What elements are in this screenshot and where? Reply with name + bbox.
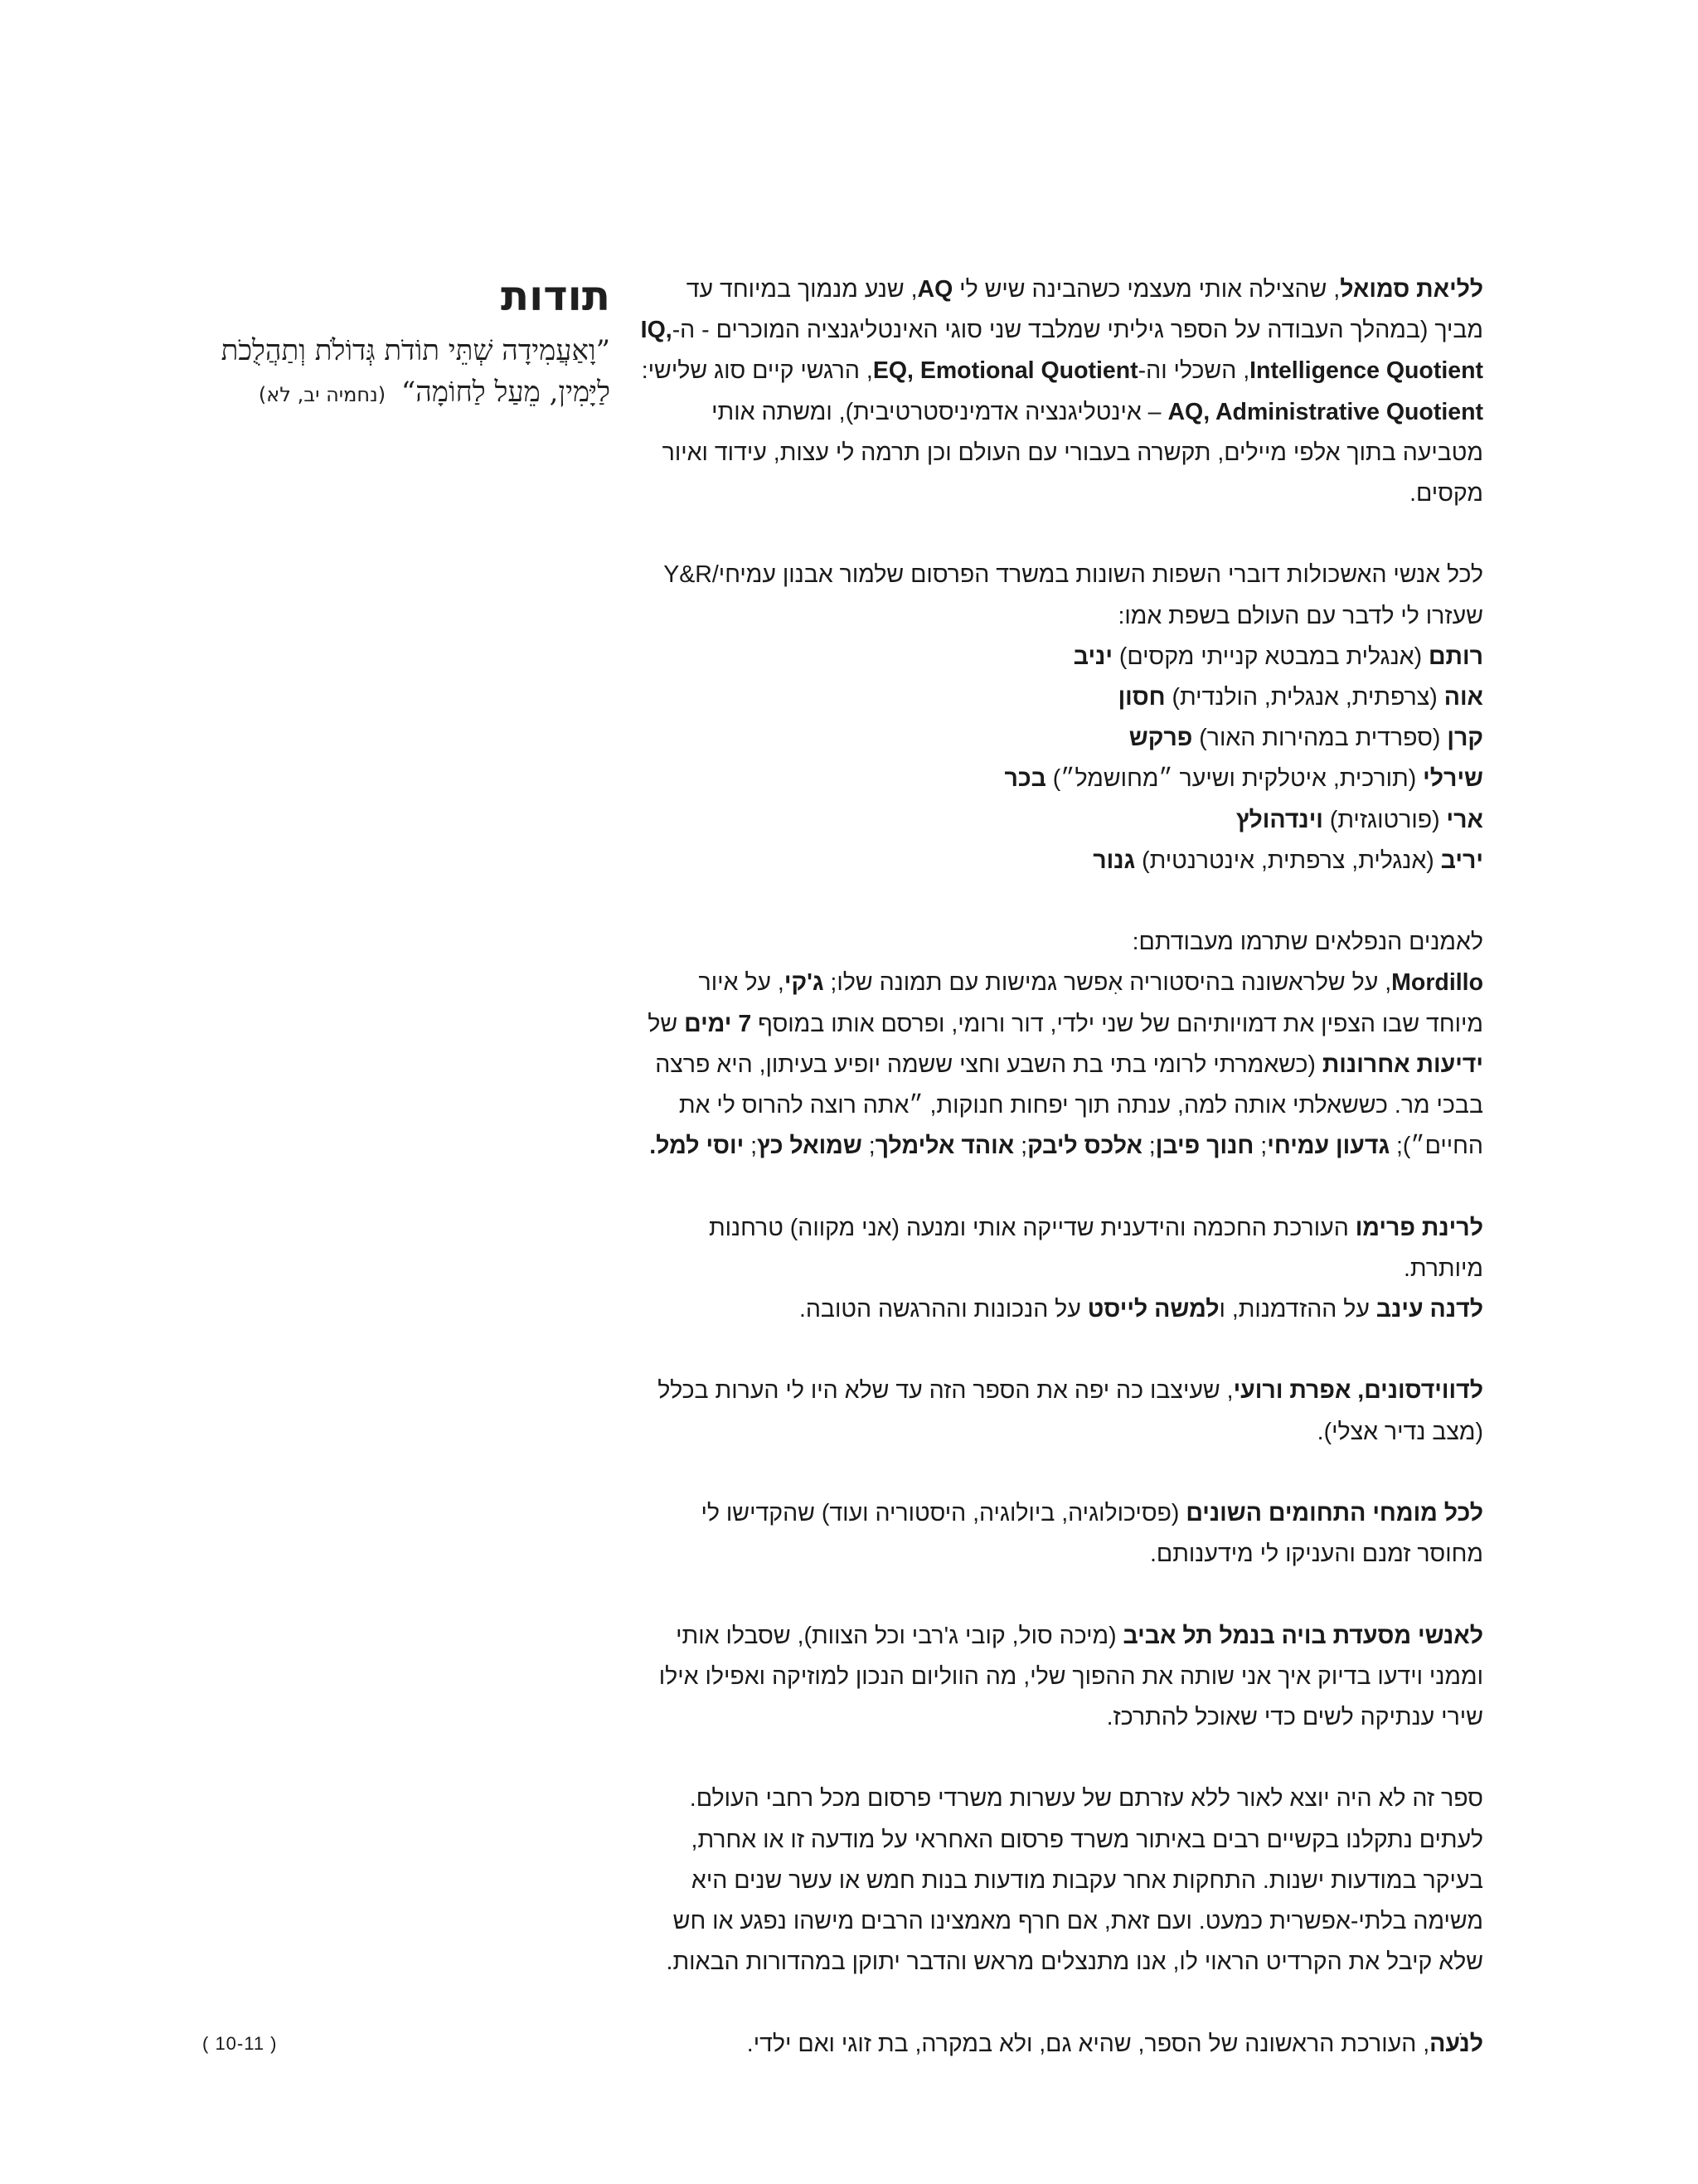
text: (כשאמרתי לרומי בתי בת השבע וחצי ששמה יופיע בעיתון, היא פרצה בבכי מר. כששאלתי אותה למה, ענתה תוך יפחות חנוקות, ״אתה רוצה להרוס לי את החיים״); <box>655 1051 1483 1160</box>
artist-name: יוסי למל <box>656 1133 745 1160</box>
artist-name: שמואל כץ <box>757 1133 862 1160</box>
paragraph-editors <box>638 1208 1483 1331</box>
first-name: יריב <box>1440 847 1483 874</box>
translators-intro: לכל אנשי האשכולות דוברי השפות השונות במשרד הפרסום שלמור אבנון עמיחי/Y&R שעזרו לי לדבר עם העולם בשפת אמו: <box>663 561 1483 629</box>
text: , השכלי וה- <box>1138 357 1250 385</box>
text: (מיכה סול, קובי ג'רבי וכל הצוות), שסבלו אותי וממני וידעו בדיוק איך אני שותה את ההפוך שלי, מה הווליום הנכון למוזיקה ואפילו אילו שירי ענתיקה לשים כדי שאוכל להתרכז. <box>658 1622 1483 1731</box>
paragraph-translators <box>638 555 1483 881</box>
separator: ; <box>1014 1133 1028 1160</box>
name-jackie: ג'קי <box>784 969 824 997</box>
text: , שנע מנמוך במיוחד עד מביך (במהלך העבודה על הספר גיליתי שמלבד שני סוגי האינטליגנציה המוכרים - ה- <box>672 276 1483 344</box>
separator: ; <box>744 1133 758 1160</box>
translator-row <box>638 637 1483 677</box>
languages: (תורכית, איטלקית ושיער ״מחושמל״) <box>1045 765 1424 793</box>
first-name: ארי <box>1446 806 1483 833</box>
name-designers: לדווידסונים, אפרת ורועי <box>1233 1377 1483 1405</box>
text: , שהצילה אותי מעצמי כשהבינה שיש לי <box>953 276 1341 303</box>
artists-intro: לאמנים הנפלאים שתרמו מעבודתם: <box>1132 929 1483 956</box>
last-name: וינדהולץ <box>1235 806 1323 833</box>
name-experts: לכל מומחי התחומים השונים <box>1186 1500 1483 1527</box>
artist-name: גדעון עמיחי <box>1267 1133 1390 1160</box>
text: – אינטליגנציה אדמיניסטרטיבית), ומשתה אותי מטביעה בתוך אלפי מיילים, תקשרה בעבורי עם העולם וכן תרמה לי עצות, עידוד ואיור מקסים. <box>662 398 1483 507</box>
text: , על שלראשונה בהיסטוריה אִפשר גמישות עם תמונה שלו; <box>823 969 1392 997</box>
paragraph-designers <box>638 1371 1483 1452</box>
newspaper-name: ידיעות אחרונות <box>1322 1051 1483 1078</box>
paragraph-agencies: ספר זה לא היה יוצא לאור ללא עזרתם של עשרות משרדי פרסום מכל רחבי העולם. לעתים נתקלנו בקשיים רבים באיתור משרד פרסום האחראי על מודעה זו או אחרת, בעיקר במודעות ישנות. התחקות אחר עקבות מודעות בנות חמש או עשר שנים היא משימה בלתי-אפשרית כמעט. ועם זאת, אם חרף מאמצינו הרבים מישהו נפגע או חש שלא קיבל את הקרדיט הראוי לו, אנו מתנצלים מראש והדבר יתוקן במהדורות הבאות. <box>666 1785 1483 1976</box>
artist-name: אוהד אלימלך <box>875 1133 1015 1160</box>
publisher-line <box>638 1289 1483 1330</box>
first-name: רותם <box>1428 643 1483 670</box>
paragraph-artists <box>638 922 1483 1167</box>
translator-row <box>638 800 1483 841</box>
name-dana: לדנה עינב <box>1375 1296 1483 1323</box>
text: , שעיצבו כה יפה את הספר הזה עד שלא היו לי הערות בכלל (מצב נדיר אצלי). <box>657 1377 1483 1445</box>
paragraph-experts <box>638 1493 1483 1575</box>
languages: (פורטוגזית) <box>1322 806 1447 833</box>
languages: (אנגלית, צרפתית, אינטרנטית) <box>1135 847 1441 874</box>
epigraph-verse: ”וָאַעֲמִידָה שְׁתֵּי תוֹדֹת גְּדוֹלֹת וְתַהֲלֻכֹת לַיָּמִין, מֵעַל לַחוֹמָה“ <box>221 334 610 409</box>
text: העורכת החכמה והידענית שדייקה אותי ומנעה (אני מקווה) טרחנות מיותרת. <box>708 1214 1483 1282</box>
text: (פסיכולוגיה, ביולוגיה, היסטוריה ועוד) שהקדישו לי מחוסר זמנם והעניקו לי מידענותם. <box>701 1500 1483 1568</box>
first-name: קרן <box>1447 725 1483 752</box>
separator: ; <box>1142 1133 1156 1160</box>
page-title: תודות <box>500 272 610 320</box>
translator-row <box>638 759 1483 799</box>
text: , הרגשי קיים סוג שלישי: <box>641 357 873 385</box>
last-name: בכר <box>1004 765 1046 793</box>
artist-name: חנוך פיבן <box>1155 1133 1254 1160</box>
languages: (ספרדית במהירות האור) <box>1192 725 1448 752</box>
acknowledgements-header <box>179 267 610 415</box>
acknowledgements-body <box>638 269 1483 2065</box>
first-name: אוה <box>1443 684 1483 711</box>
separator: ; <box>861 1133 876 1160</box>
name-noa: לנֹעה <box>1429 2030 1483 2057</box>
separator: ; <box>1254 1133 1268 1160</box>
text: על הנכונות וההרגשה הטובה. <box>798 1296 1088 1323</box>
translator-row <box>638 718 1483 759</box>
term-eq: EQ, Emotional Quotient <box>872 357 1138 385</box>
first-name: שירלי <box>1423 765 1483 793</box>
name-moshe: למשה לייסט <box>1087 1296 1220 1323</box>
term-aq-full: AQ, Administrative Quotient <box>1167 398 1483 425</box>
name-rina: לרינת פרימו <box>1355 1214 1483 1241</box>
supplement-name: 7 ימים <box>684 1010 752 1037</box>
epigraph <box>179 330 610 415</box>
name-restaurant: לאנשי מסעדת בויה בנמל תל אביב <box>1123 1622 1483 1649</box>
name-mordillo: Mordillo <box>1391 969 1483 997</box>
languages: (אנגלית במבטא קנייתי מקסים) <box>1112 643 1429 670</box>
translator-row <box>638 677 1483 718</box>
last-name: פרקש <box>1128 725 1193 752</box>
last-name: יניב <box>1073 643 1113 670</box>
text: , העורכת הראשונה של הספר, שהיא גם, ולא במקרה, בת זוגי ואם ילדי. <box>746 2030 1430 2057</box>
text: של <box>648 1010 685 1037</box>
page-number: ( 10-11 ) <box>202 2033 278 2054</box>
editor-line <box>638 1208 1483 1289</box>
paragraph-noa <box>638 2024 1483 2065</box>
term-iq: IQ, Intelligence Quotient <box>640 317 1483 385</box>
period: . <box>649 1133 657 1160</box>
text: על ההזדמנות, ו <box>1219 1296 1376 1323</box>
text: , על איור מיוחד שבו הצפין את דמויותיהם של שני ילדי, דור ורומי, ופרסם אותו במוסף <box>698 969 1483 1037</box>
translator-row <box>638 841 1483 881</box>
paragraph-restaurant <box>638 1616 1483 1739</box>
artist-name: אלכס ליבק <box>1027 1133 1143 1160</box>
paragraph-liat <box>638 269 1483 514</box>
last-name: גנור <box>1093 847 1136 874</box>
epigraph-source: (נחמיה יב, לא) <box>258 383 386 406</box>
last-name: חסון <box>1118 684 1166 711</box>
name-liat: לליאת סמואל <box>1340 276 1483 303</box>
languages: (צרפתית, אנגלית, הולנדית) <box>1165 684 1444 711</box>
term-aq: AQ <box>917 276 953 303</box>
